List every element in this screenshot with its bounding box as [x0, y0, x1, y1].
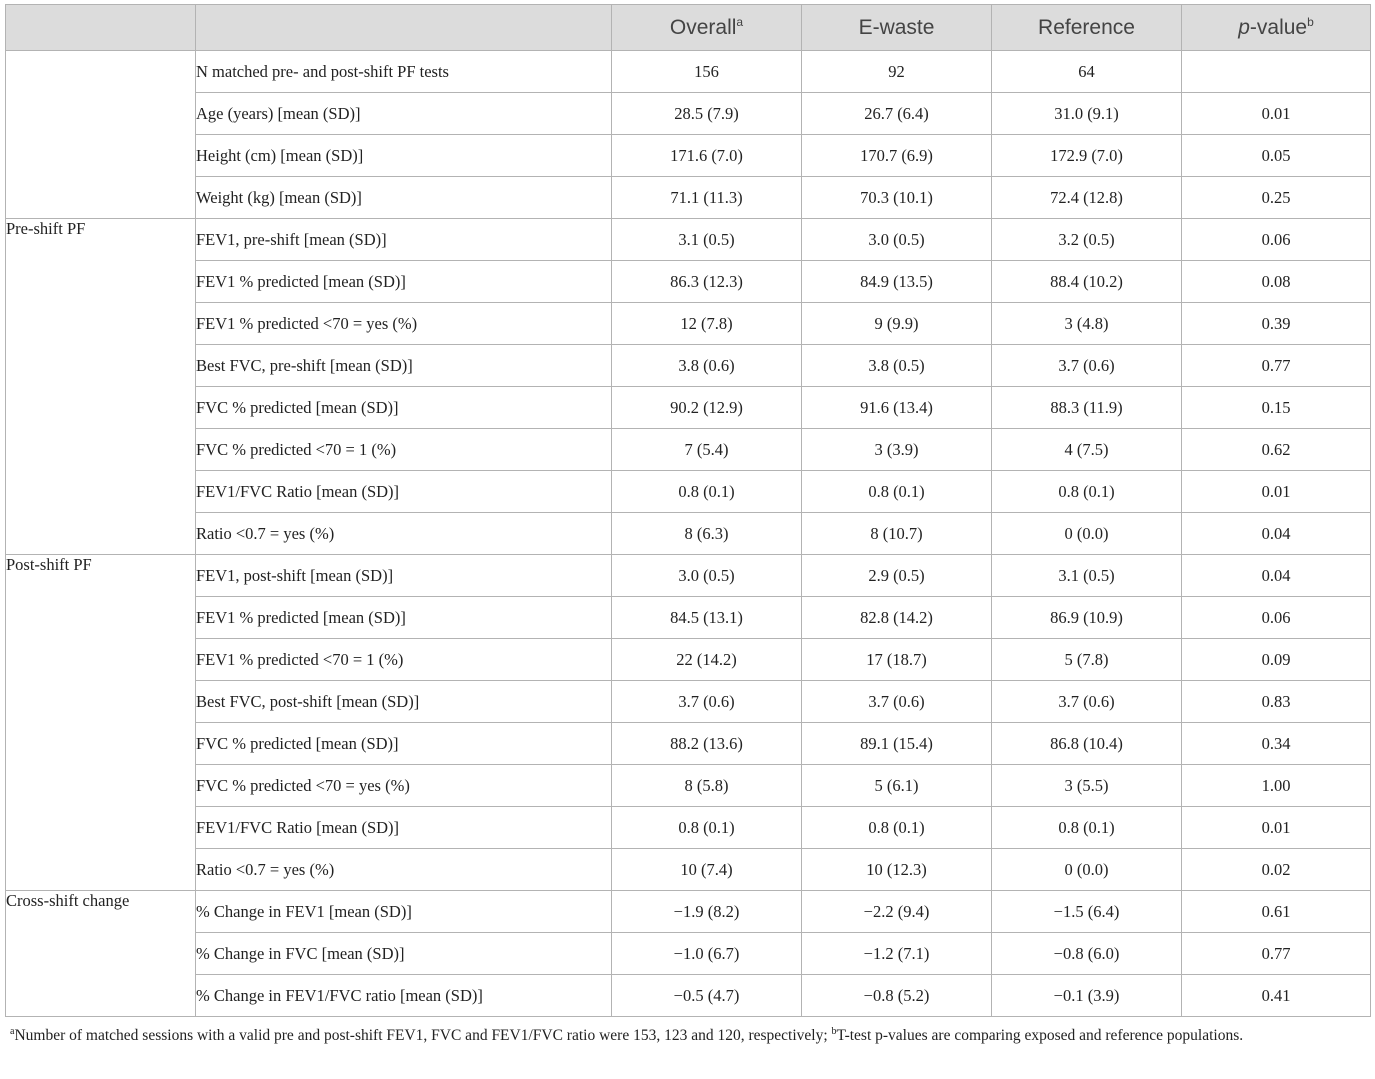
ewaste-cell: 26.7 (6.4) [802, 93, 992, 135]
table-row [6, 261, 1371, 303]
results-table [5, 4, 1371, 1017]
group-label: Post-shift PF [6, 555, 196, 891]
reference-cell: 3.7 (0.6) [992, 345, 1182, 387]
row-label: FEV1 % predicted <70 = 1 (%) [196, 639, 612, 681]
table-row [6, 723, 1371, 765]
reference-cell: 0 (0.0) [992, 849, 1182, 891]
header-pvalue-label: -value [1249, 15, 1308, 39]
row-label: FEV1, post-shift [mean (SD)] [196, 555, 612, 597]
row-label: Height (cm) [mean (SD)] [196, 135, 612, 177]
pvalue-cell: 0.61 [1182, 891, 1371, 933]
pvalue-cell: 0.06 [1182, 219, 1371, 261]
table-footnotes [10, 1024, 1367, 1048]
overall-cell: 8 (6.3) [612, 513, 802, 555]
ewaste-cell: −1.2 (7.1) [802, 933, 992, 975]
reference-cell: 4 (7.5) [992, 429, 1182, 471]
table-row [6, 891, 1371, 933]
table-row [6, 513, 1371, 555]
overall-cell: 28.5 (7.9) [612, 93, 802, 135]
header-ewaste [802, 5, 992, 51]
overall-cell: 88.2 (13.6) [612, 723, 802, 765]
pvalue-cell: 0.62 [1182, 429, 1371, 471]
pvalue-cell: 0.77 [1182, 345, 1371, 387]
reference-cell: 3.7 (0.6) [992, 681, 1182, 723]
pvalue-cell: 0.15 [1182, 387, 1371, 429]
pvalue-cell: 0.77 [1182, 933, 1371, 975]
reference-cell: 3.1 (0.5) [992, 555, 1182, 597]
pvalue-cell: 0.41 [1182, 975, 1371, 1017]
pvalue-cell: 0.04 [1182, 555, 1371, 597]
ewaste-cell: 91.6 (13.4) [802, 387, 992, 429]
table-row [6, 429, 1371, 471]
pvalue-cell: 0.01 [1182, 93, 1371, 135]
ewaste-cell: 2.9 (0.5) [802, 555, 992, 597]
header-ewaste-label: E-waste [858, 15, 935, 39]
header-pvalue [1182, 5, 1371, 51]
overall-cell: 90.2 (12.9) [612, 387, 802, 429]
pvalue-cell: 0.34 [1182, 723, 1371, 765]
ewaste-cell: −2.2 (9.4) [802, 891, 992, 933]
ewaste-cell: −0.8 (5.2) [802, 975, 992, 1017]
row-label: FVC % predicted [mean (SD)] [196, 387, 612, 429]
row-label: FVC % predicted <70 = yes (%) [196, 765, 612, 807]
overall-cell: −1.0 (6.7) [612, 933, 802, 975]
reference-cell: 5 (7.8) [992, 639, 1182, 681]
row-label: Ratio <0.7 = yes (%) [196, 849, 612, 891]
footnote-a-text: Number of matched sessions with a valid pre and post-shift FEV1, FVC and FEV1/FVC ratio were 153, 123 and 120, respectively; [14, 1027, 832, 1044]
footnote-a-sup: a [10, 1025, 15, 1037]
table-row [6, 345, 1371, 387]
footnote-b-sup: b [831, 1025, 837, 1037]
ewaste-cell: 84.9 (13.5) [802, 261, 992, 303]
ewaste-cell: 70.3 (10.1) [802, 177, 992, 219]
ewaste-cell: 3.0 (0.5) [802, 219, 992, 261]
row-label: Ratio <0.7 = yes (%) [196, 513, 612, 555]
reference-cell: 31.0 (9.1) [992, 93, 1182, 135]
reference-cell: 64 [992, 51, 1182, 93]
reference-cell: 0 (0.0) [992, 513, 1182, 555]
group-label: Pre-shift PF [6, 219, 196, 555]
overall-cell: 156 [612, 51, 802, 93]
row-label: % Change in FVC [mean (SD)] [196, 933, 612, 975]
reference-cell: 0.8 (0.1) [992, 807, 1182, 849]
row-label: Best FVC, post-shift [mean (SD)] [196, 681, 612, 723]
pvalue-cell: 1.00 [1182, 765, 1371, 807]
table-row [6, 471, 1371, 513]
pvalue-cell: 0.01 [1182, 471, 1371, 513]
table-row [6, 93, 1371, 135]
ewaste-cell: 89.1 (15.4) [802, 723, 992, 765]
header-empty-label-cell [196, 5, 612, 51]
overall-cell: 3.8 (0.6) [612, 345, 802, 387]
ewaste-cell: 5 (6.1) [802, 765, 992, 807]
table-row [6, 765, 1371, 807]
reference-cell: 172.9 (7.0) [992, 135, 1182, 177]
pvalue-cell [1182, 51, 1371, 93]
row-label: FVC % predicted <70 = 1 (%) [196, 429, 612, 471]
ewaste-cell: 3.7 (0.6) [802, 681, 992, 723]
overall-cell: 7 (5.4) [612, 429, 802, 471]
ewaste-cell: 82.8 (14.2) [802, 597, 992, 639]
ewaste-cell: 17 (18.7) [802, 639, 992, 681]
reference-cell: 86.9 (10.9) [992, 597, 1182, 639]
reference-cell: 3 (4.8) [992, 303, 1182, 345]
reference-cell: 3 (5.5) [992, 765, 1182, 807]
pvalue-cell: 0.83 [1182, 681, 1371, 723]
ewaste-cell: 92 [802, 51, 992, 93]
pvalue-cell: 0.04 [1182, 513, 1371, 555]
table-row [6, 177, 1371, 219]
overall-cell: 22 (14.2) [612, 639, 802, 681]
footnote-b-marker: b [1307, 14, 1314, 29]
reference-cell: 88.3 (11.9) [992, 387, 1182, 429]
overall-cell: −0.5 (4.7) [612, 975, 802, 1017]
pvalue-cell: 0.08 [1182, 261, 1371, 303]
overall-cell: 0.8 (0.1) [612, 807, 802, 849]
row-label: FEV1, pre-shift [mean (SD)] [196, 219, 612, 261]
header-reference-label: Reference [1038, 15, 1135, 39]
table-row [6, 639, 1371, 681]
reference-cell: 3.2 (0.5) [992, 219, 1182, 261]
row-label: N matched pre- and post-shift PF tests [196, 51, 612, 93]
overall-cell: 0.8 (0.1) [612, 471, 802, 513]
table-row [6, 387, 1371, 429]
ewaste-cell: 0.8 (0.1) [802, 807, 992, 849]
header-pvalue-italic: p [1238, 15, 1250, 39]
overall-cell: 8 (5.8) [612, 765, 802, 807]
header-overall [612, 5, 802, 51]
table-row [6, 597, 1371, 639]
ewaste-cell: 8 (10.7) [802, 513, 992, 555]
reference-cell: 0.8 (0.1) [992, 471, 1182, 513]
group-label: Cross-shift change [6, 891, 196, 1017]
pvalue-cell: 0.25 [1182, 177, 1371, 219]
overall-cell: −1.9 (8.2) [612, 891, 802, 933]
reference-cell: 72.4 (12.8) [992, 177, 1182, 219]
row-label: Age (years) [mean (SD)] [196, 93, 612, 135]
row-label: % Change in FEV1/FVC ratio [mean (SD)] [196, 975, 612, 1017]
overall-cell: 12 (7.8) [612, 303, 802, 345]
header-overall-label: Overall [669, 15, 737, 39]
overall-cell: 171.6 (7.0) [612, 135, 802, 177]
footnote-b-text: T-test p-values are comparing exposed and reference populations. [836, 1027, 1244, 1044]
row-label: FEV1/FVC Ratio [mean (SD)] [196, 471, 612, 513]
row-label: % Change in FEV1 [mean (SD)] [196, 891, 612, 933]
ewaste-cell: 170.7 (6.9) [802, 135, 992, 177]
row-label: FEV1/FVC Ratio [mean (SD)] [196, 807, 612, 849]
table-row [6, 135, 1371, 177]
ewaste-cell: 3.8 (0.5) [802, 345, 992, 387]
overall-cell: 86.3 (12.3) [612, 261, 802, 303]
reference-cell: −1.5 (6.4) [992, 891, 1182, 933]
row-label: FEV1 % predicted [mean (SD)] [196, 597, 612, 639]
footnote-a-marker: a [736, 14, 744, 29]
table-row [6, 303, 1371, 345]
row-label: FVC % predicted [mean (SD)] [196, 723, 612, 765]
header-empty-cell [6, 5, 196, 51]
group-label [6, 51, 196, 219]
row-label: Best FVC, pre-shift [mean (SD)] [196, 345, 612, 387]
table-row [6, 51, 1371, 93]
ewaste-cell: 0.8 (0.1) [802, 471, 992, 513]
table-row [6, 681, 1371, 723]
pvalue-cell: 0.02 [1182, 849, 1371, 891]
overall-cell: 84.5 (13.1) [612, 597, 802, 639]
table-row [6, 807, 1371, 849]
pvalue-cell: 0.05 [1182, 135, 1371, 177]
header-reference [992, 5, 1182, 51]
row-label: FEV1 % predicted [mean (SD)] [196, 261, 612, 303]
row-label: Weight (kg) [mean (SD)] [196, 177, 612, 219]
reference-cell: 88.4 (10.2) [992, 261, 1182, 303]
table-row [6, 219, 1371, 261]
ewaste-cell: 9 (9.9) [802, 303, 992, 345]
ewaste-cell: 3 (3.9) [802, 429, 992, 471]
overall-cell: 3.0 (0.5) [612, 555, 802, 597]
pvalue-cell: 0.06 [1182, 597, 1371, 639]
ewaste-cell: 10 (12.3) [802, 849, 992, 891]
pvalue-cell: 0.09 [1182, 639, 1371, 681]
pvalue-cell: 0.39 [1182, 303, 1371, 345]
pvalue-cell: 0.01 [1182, 807, 1371, 849]
header-row [6, 5, 1371, 51]
overall-cell: 71.1 (11.3) [612, 177, 802, 219]
table-row [6, 975, 1371, 1017]
table-row [6, 555, 1371, 597]
reference-cell: −0.1 (3.9) [992, 975, 1182, 1017]
table-body [6, 51, 1371, 1017]
reference-cell: −0.8 (6.0) [992, 933, 1182, 975]
table-row [6, 933, 1371, 975]
table-row [6, 849, 1371, 891]
reference-cell: 86.8 (10.4) [992, 723, 1182, 765]
overall-cell: 3.1 (0.5) [612, 219, 802, 261]
overall-cell: 10 (7.4) [612, 849, 802, 891]
overall-cell: 3.7 (0.6) [612, 681, 802, 723]
row-label: FEV1 % predicted <70 = yes (%) [196, 303, 612, 345]
